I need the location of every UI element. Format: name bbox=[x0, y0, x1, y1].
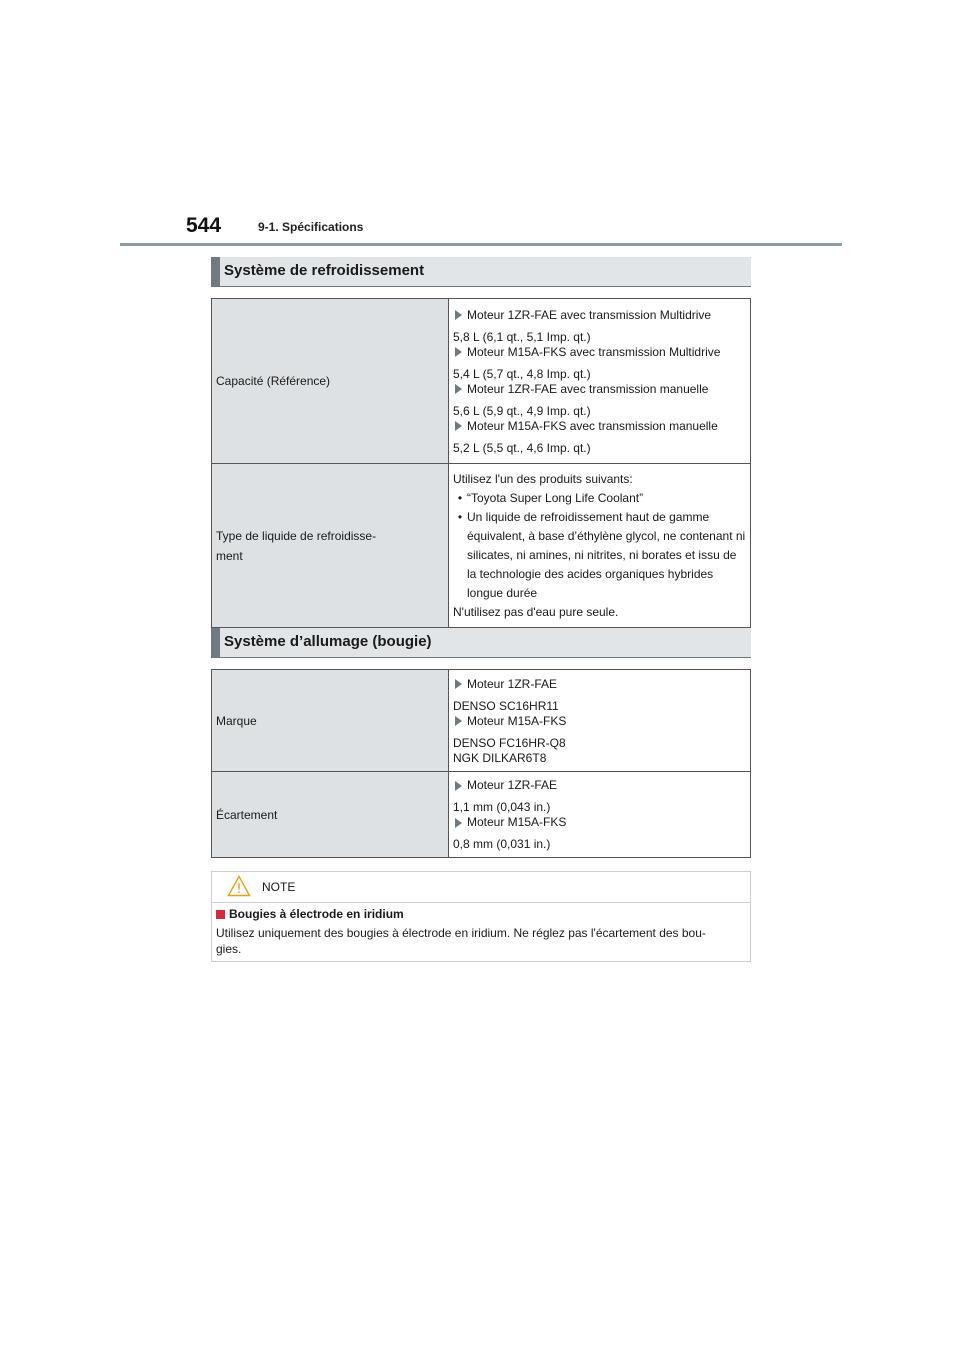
engine-option: Moteur 1ZR-FAE avec transmission Multidrive bbox=[453, 308, 746, 323]
note-label: NOTE bbox=[262, 880, 296, 894]
gap-value: 1,1 mm (0,043 in.) bbox=[453, 800, 551, 814]
note-box bbox=[211, 871, 751, 962]
warning-triangle-icon bbox=[227, 875, 251, 897]
capacity-value: 5,6 L (5,9 qt., 4,9 Imp. qt.) bbox=[453, 403, 591, 418]
note-header bbox=[212, 872, 750, 903]
coolant-warning: N'utilisez pas d'eau pure seule. bbox=[453, 605, 619, 619]
table-row bbox=[212, 670, 751, 772]
coolant-type-label: Type de liquide de refroidisse- ment bbox=[212, 464, 449, 628]
engine-option: Moteur 1ZR-FAE avec transmission manuelle bbox=[453, 382, 746, 397]
bullet-dot-icon: • bbox=[457, 510, 463, 524]
section-reference: 9-1. Spécifications bbox=[258, 220, 364, 234]
list-item: • Un liquide de refroidissement haut de gamme équivalent, à base d’éthylène glycol, ne contenant ni silicates, ni amines, ni nitrites, ni borates et issu de la technologie des acides organiques hybrides longue durée bbox=[453, 508, 746, 603]
engine-option: Moteur M15A-FKS bbox=[453, 714, 746, 729]
triangle-bullet-icon bbox=[455, 679, 462, 689]
capacity-value: 5,4 L (5,7 qt., 4,8 Imp. qt.) bbox=[453, 366, 591, 381]
brand-label: Marque bbox=[212, 670, 449, 772]
cooling-spec-table bbox=[211, 298, 751, 628]
triangle-bullet-icon bbox=[455, 421, 462, 431]
capacity-value: 5,8 L (6,1 qt., 5,1 Imp. qt.) bbox=[453, 329, 591, 344]
gap-label: Écartement bbox=[212, 772, 449, 858]
engine-option: Moteur M15A-FKS avec transmission manuelle bbox=[453, 419, 746, 434]
spark-plug-value: DENSO FC16HR-Q8 bbox=[453, 735, 566, 750]
gap-value: 0,8 mm (0,031 in.) bbox=[453, 837, 551, 851]
triangle-bullet-icon bbox=[455, 716, 462, 726]
coolant-type-values bbox=[449, 464, 751, 628]
ignition-section-title: Système d’allumage (bougie) bbox=[211, 628, 751, 658]
note-title: Bougies à électrode en iridium bbox=[216, 907, 404, 921]
table-row bbox=[212, 772, 751, 858]
table-row bbox=[212, 464, 751, 628]
list-item: • “Toyota Super Long Life Coolant” bbox=[453, 489, 746, 508]
triangle-bullet-icon bbox=[455, 781, 462, 791]
bullet-dot-icon: • bbox=[457, 491, 463, 505]
capacity-values bbox=[449, 299, 751, 464]
triangle-bullet-icon bbox=[455, 347, 462, 357]
engine-option: Moteur M15A-FKS avec transmission Multidrive bbox=[453, 345, 746, 360]
gap-values bbox=[449, 772, 751, 858]
triangle-bullet-icon bbox=[455, 818, 462, 828]
engine-option: Moteur 1ZR-FAE bbox=[453, 778, 746, 793]
engine-option: Moteur 1ZR-FAE bbox=[453, 677, 746, 692]
red-square-icon bbox=[216, 910, 225, 919]
header-rule bbox=[120, 243, 842, 246]
note-text: Utilisez uniquement des bougies à électrode en iridium. Ne réglez pas l'écartement des bou- gies. bbox=[216, 926, 706, 956]
spark-plug-value: NGK DILKAR6T8 bbox=[453, 750, 547, 765]
triangle-bullet-icon bbox=[455, 310, 462, 320]
triangle-bullet-icon bbox=[455, 384, 462, 394]
ignition-spec-table bbox=[211, 669, 751, 858]
page-number: 544 bbox=[186, 214, 222, 237]
spark-plug-value: DENSO SC16HR11 bbox=[453, 698, 559, 713]
cooling-section-title: Système de refroidissement bbox=[211, 257, 751, 287]
coolant-intro: Utilisez l'un des produits suivants: bbox=[453, 472, 633, 486]
table-row bbox=[212, 299, 751, 464]
capacity-value: 5,2 L (5,5 qt., 4,6 Imp. qt.) bbox=[453, 440, 591, 455]
brand-values bbox=[449, 670, 751, 772]
engine-option: Moteur M15A-FKS bbox=[453, 815, 746, 830]
capacity-label: Capacité (Référence) bbox=[212, 299, 449, 464]
